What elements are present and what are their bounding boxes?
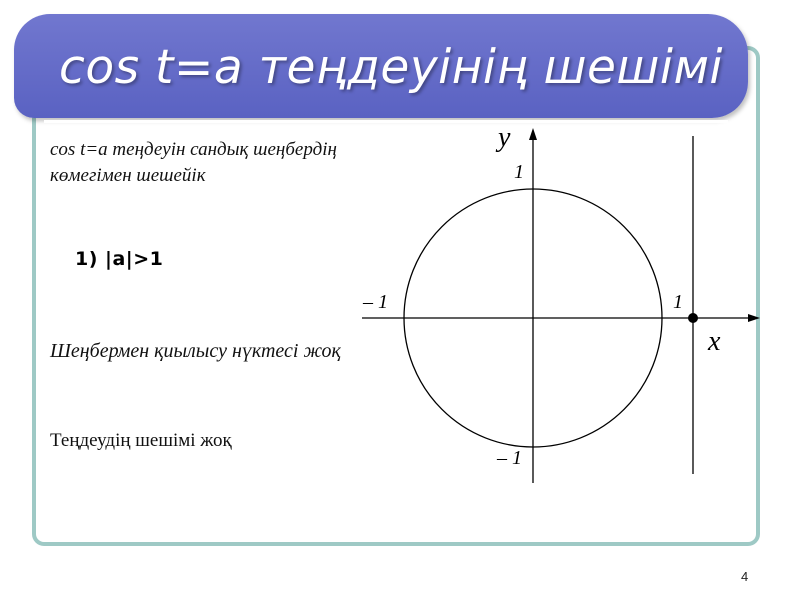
condition-label: 1) |a|>1 <box>75 248 164 270</box>
no-intersection-text: Шеңбермен қиылысу нүктесі жоқ <box>50 340 341 362</box>
label-left-minus-1: – 1 <box>363 291 388 313</box>
label-bottom-minus-1: – 1 <box>497 447 522 469</box>
slide-title: cos t=a теңдеуінің шешімі <box>59 40 723 95</box>
conclusion-text: Теңдеудің шешімі жоқ <box>50 430 232 451</box>
y-axis-arrow <box>529 128 537 140</box>
page-number: 4 <box>741 569 749 584</box>
point-a <box>688 313 698 323</box>
label-right-1: 1 <box>673 291 683 313</box>
intro-text: cos t=a теңдеуін сандық шеңбердің көмегімен шешейік <box>50 139 337 186</box>
label-top-1: 1 <box>514 161 524 183</box>
y-axis-label: y <box>498 122 511 153</box>
x-axis-label: x <box>708 326 721 357</box>
x-axis-arrow <box>748 314 760 322</box>
unit-circle-diagram <box>350 118 770 488</box>
